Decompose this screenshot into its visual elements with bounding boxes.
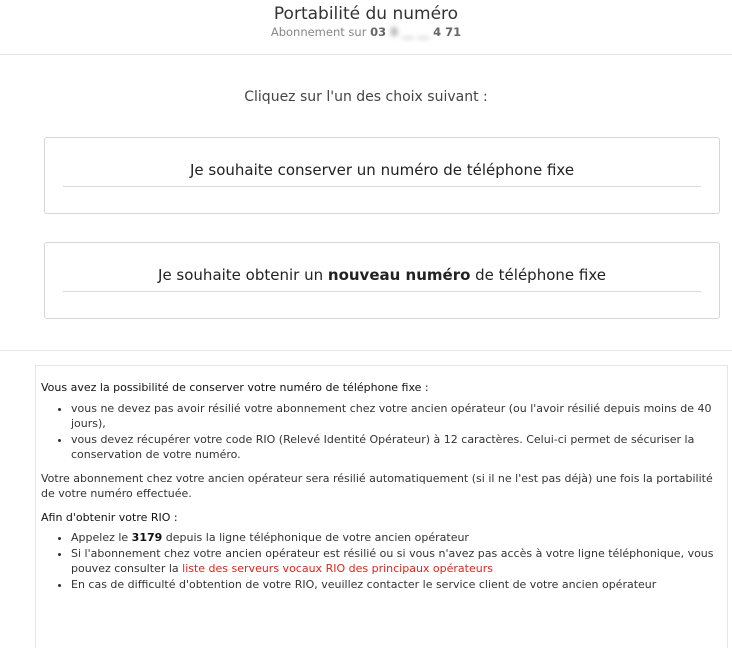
list-item: • vous ne devez pas avoir résilié votre abonnement chez votre ancien opérateur (ou l'avoir résilié depuis moins de 40 jours), [71,401,722,432]
list-item: • Si l'abonnement chez votre ancien opérateur est résilié ou si vous n'avez pas accès à votre ligne téléphonique, vous pouvez consulter la liste des serveurs vocaux RIO des principaux opérateurs [71,546,722,577]
list-item: • vous devez récupérer votre code RIO (Relevé Identité Opérateur) à 12 caractères. Celui-ci permet de sécuriser la conservation de votre numéro. [71,432,722,463]
rio-heading: Afin d'obtenir votre RIO : [41,510,178,524]
portability-info-panel [35,365,728,648]
choice-prompt: Cliquez sur l'un des choix suivant : [244,89,488,105]
phone-number: 03 8 __ __ 4 71 [370,25,462,39]
new-number-label: Je souhaite obtenir un nouveau numéro de téléphone fixe [158,266,606,284]
subscription-prefix: Abonnement sur [270,25,371,39]
rio-servers-link[interactable]: liste des serveurs vocaux RIO des principaux opérateurs [182,562,493,575]
rio-steps-list [41,530,722,592]
termination-paragraph: Votre abonnement chez votre ancien opérateur sera résilié automatiquement (si il ne l'est pas déjà) une fois la portabilité de votre numéro effectuée. [41,471,713,500]
list-item: • En cas de difficulté d'obtention de votre RIO, veuillez contacter le service client de votre ancien opérateur [71,577,722,593]
list-item: • Appelez le 3179 depuis la ligne téléphonique de votre ancien opérateur [71,530,722,546]
page-header [0,0,732,55]
divider [63,186,701,187]
new-number-option[interactable] [44,242,720,319]
rio-phone-number: 3179 [131,531,163,544]
keep-number-option[interactable] [44,137,720,214]
divider [63,291,701,292]
page-title: Portabilité du numéro [273,4,459,24]
keep-number-label: Je souhaite conserver un numéro de téléphone fixe [189,161,575,179]
conditions-list [41,401,722,463]
masked-digits: 8 __ __ [390,25,430,39]
subscription-line [0,25,732,39]
section-divider [0,350,732,351]
info-heading: Vous avez la possibilité de conserver votre numéro de téléphone fixe : [41,381,429,394]
